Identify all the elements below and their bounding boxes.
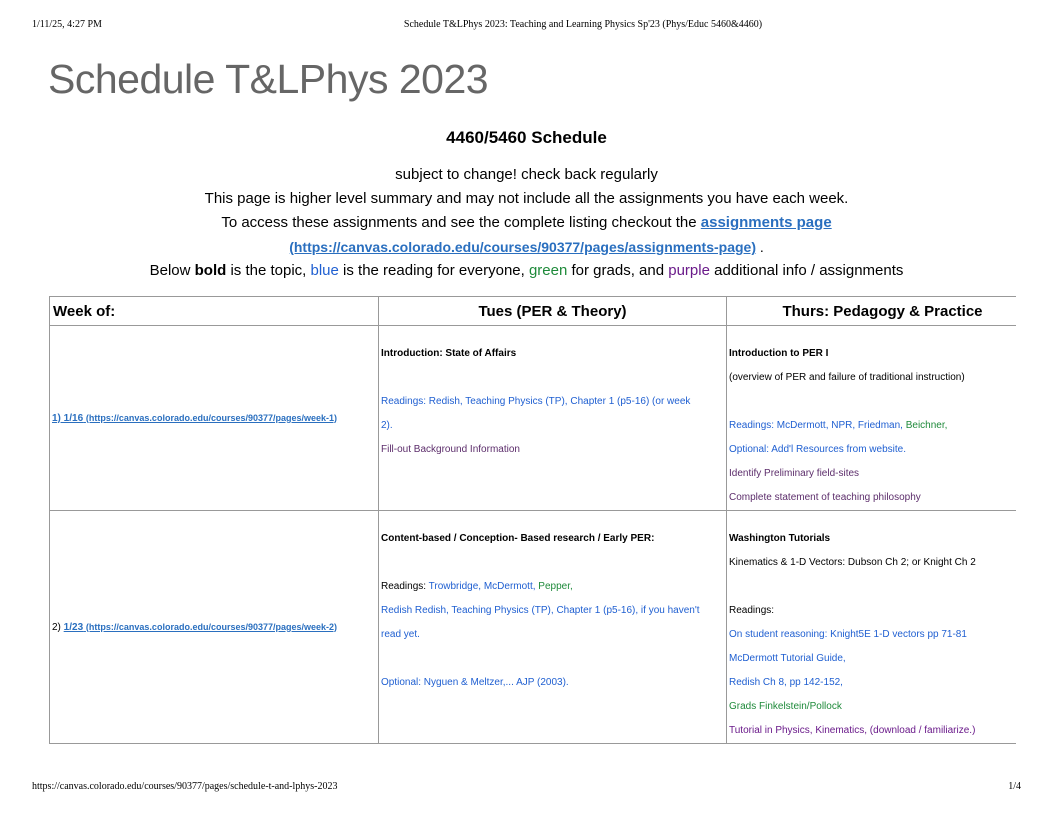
assignments-page-url-link[interactable]: (https://canvas.colorado.edu/courses/90377/pages/assignments-page)	[289, 239, 757, 255]
legend-purple: purple	[668, 262, 710, 279]
legend-mid-1: is the topic,	[226, 262, 311, 279]
legend-mid-3: for grads, and	[567, 262, 669, 279]
tue-reading: Trowbridge, McDermott,	[428, 581, 539, 592]
thu-reading-grad: Beichner	[905, 420, 945, 431]
intro-line-3	[0, 214, 1053, 231]
tue-topic: Content-based / Conception- Based research / Early PER:	[381, 533, 655, 544]
thu-topic: Introduction to PER I	[729, 348, 829, 359]
intro-line-4-suffix: .	[759, 239, 764, 255]
intro-line-4	[0, 239, 1053, 255]
week-2-label: 1/23	[63, 621, 84, 633]
assignments-page-link[interactable]: assignments page	[700, 214, 832, 231]
header-tuesday: Tues (PER & Theory)	[379, 297, 727, 326]
print-page-number: 1/4	[1008, 781, 1021, 792]
thu-grad: Grads Finkelstein/Pollock	[729, 701, 842, 712]
week-1-url: (https://canvas.colorado.edu/courses/90377/pages/week-1)	[85, 412, 338, 423]
tue-reading: Readings: Redish, Teaching Physics (TP), Chapter 1 (p5-16) (or week	[381, 396, 691, 407]
thu-reading: Readings: McDermott, NPR, Friedman,	[729, 420, 906, 431]
tue-reading-cont: 2).	[381, 420, 393, 431]
tue-reading-2-cont: read yet.	[381, 629, 420, 640]
print-header	[0, 19, 1053, 33]
thu-reading-2: McDermott Tutorial Guide,	[729, 653, 846, 664]
table-header-row	[50, 297, 1039, 326]
thu-extra-2: Complete statement of teaching philosophy	[729, 492, 921, 503]
table-row	[50, 511, 1039, 744]
week-2-url: (https://canvas.colorado.edu/courses/90377/pages/week-2)	[85, 621, 338, 632]
tuesday-cell	[379, 511, 727, 744]
schedule-table	[49, 296, 1039, 744]
thu-extra-a: Tutorial in Physics	[729, 725, 810, 736]
thu-subtitle: (overview of PER and failure of traditional instruction)	[729, 372, 965, 383]
schedule-heading: 4460/5460 Schedule	[446, 128, 607, 147]
thu-subtitle: Kinematics & 1-D Vectors: Dubson Ch 2; or Knight Ch 2	[729, 557, 976, 568]
thursday-cell	[727, 511, 1039, 744]
page-title: Schedule T&LPhys 2023	[48, 56, 489, 102]
table-clip-mask	[1016, 296, 1053, 756]
week-2-link[interactable]	[64, 622, 337, 633]
tuesday-cell	[379, 326, 727, 511]
header-thursday: Thurs: Pedagogy & Practice	[727, 297, 1039, 326]
table-row	[50, 326, 1039, 511]
tue-reading-grad: Pepper,	[538, 581, 573, 592]
tue-reading-2: Redish Redish, Teaching Physics (TP), Chapter 1 (p5-16), if you haven't	[381, 605, 700, 616]
legend-bold: bold	[194, 262, 227, 279]
thu-topic: Washington Tutorials	[729, 533, 831, 544]
intro-line-2: This page is higher level summary and may not include all the assignments you have each week.	[204, 190, 849, 207]
print-footer	[0, 781, 1053, 795]
print-doc-title: Schedule T&LPhys 2023: Teaching and Learning Physics Sp'23 (Phys/Educ 5460&4460)	[403, 19, 763, 30]
legend-prefix: Below	[149, 262, 195, 279]
legend-green: green	[528, 262, 568, 279]
legend-end: additional info / assignments	[709, 262, 904, 279]
thu-reading-3: Redish Ch 8, pp 142-152,	[729, 677, 843, 688]
thu-reading-end: ,	[944, 420, 948, 431]
thu-reading-label: Readings:	[729, 605, 775, 616]
tue-topic: Introduction: State of Affairs	[381, 348, 517, 359]
thu-optional: Optional: Add'l Resources from website.	[729, 444, 906, 455]
tue-extra: Fill-out Background Information	[381, 444, 520, 455]
tue-optional: Optional: Nyguen & Meltzer,... AJP (2003).	[381, 677, 569, 688]
header-week: Week of:	[50, 297, 379, 326]
week-2-prefix: 2)	[52, 621, 64, 633]
print-date: 1/11/25, 4:27 PM	[32, 19, 102, 30]
print-url: https://canvas.colorado.edu/courses/90377/pages/schedule-t-and-lphys-2023	[32, 781, 338, 792]
intro-line-3-text: To access these assignments and see the complete listing checkout the	[221, 214, 697, 231]
thu-reading-1: On student reasoning: Knight5E 1-D vectors pp 71-81	[729, 629, 967, 640]
thu-extra-1: Identify Preliminary field-sites	[729, 468, 860, 479]
legend-mid-2: is the reading for everyone,	[338, 262, 529, 279]
tue-reading-label: Readings:	[381, 581, 429, 592]
week-cell	[50, 326, 379, 511]
week-1-link[interactable]	[52, 413, 337, 424]
color-legend	[0, 262, 1053, 279]
thursday-cell	[727, 326, 1039, 511]
intro-line-1: subject to change! check back regularly	[395, 166, 658, 183]
week-1-label: 1) 1/16	[52, 412, 84, 424]
week-cell	[50, 511, 379, 744]
thu-extra-b: , Kinematics, (download / familiarize.)	[809, 725, 976, 736]
legend-blue: blue	[310, 262, 339, 279]
